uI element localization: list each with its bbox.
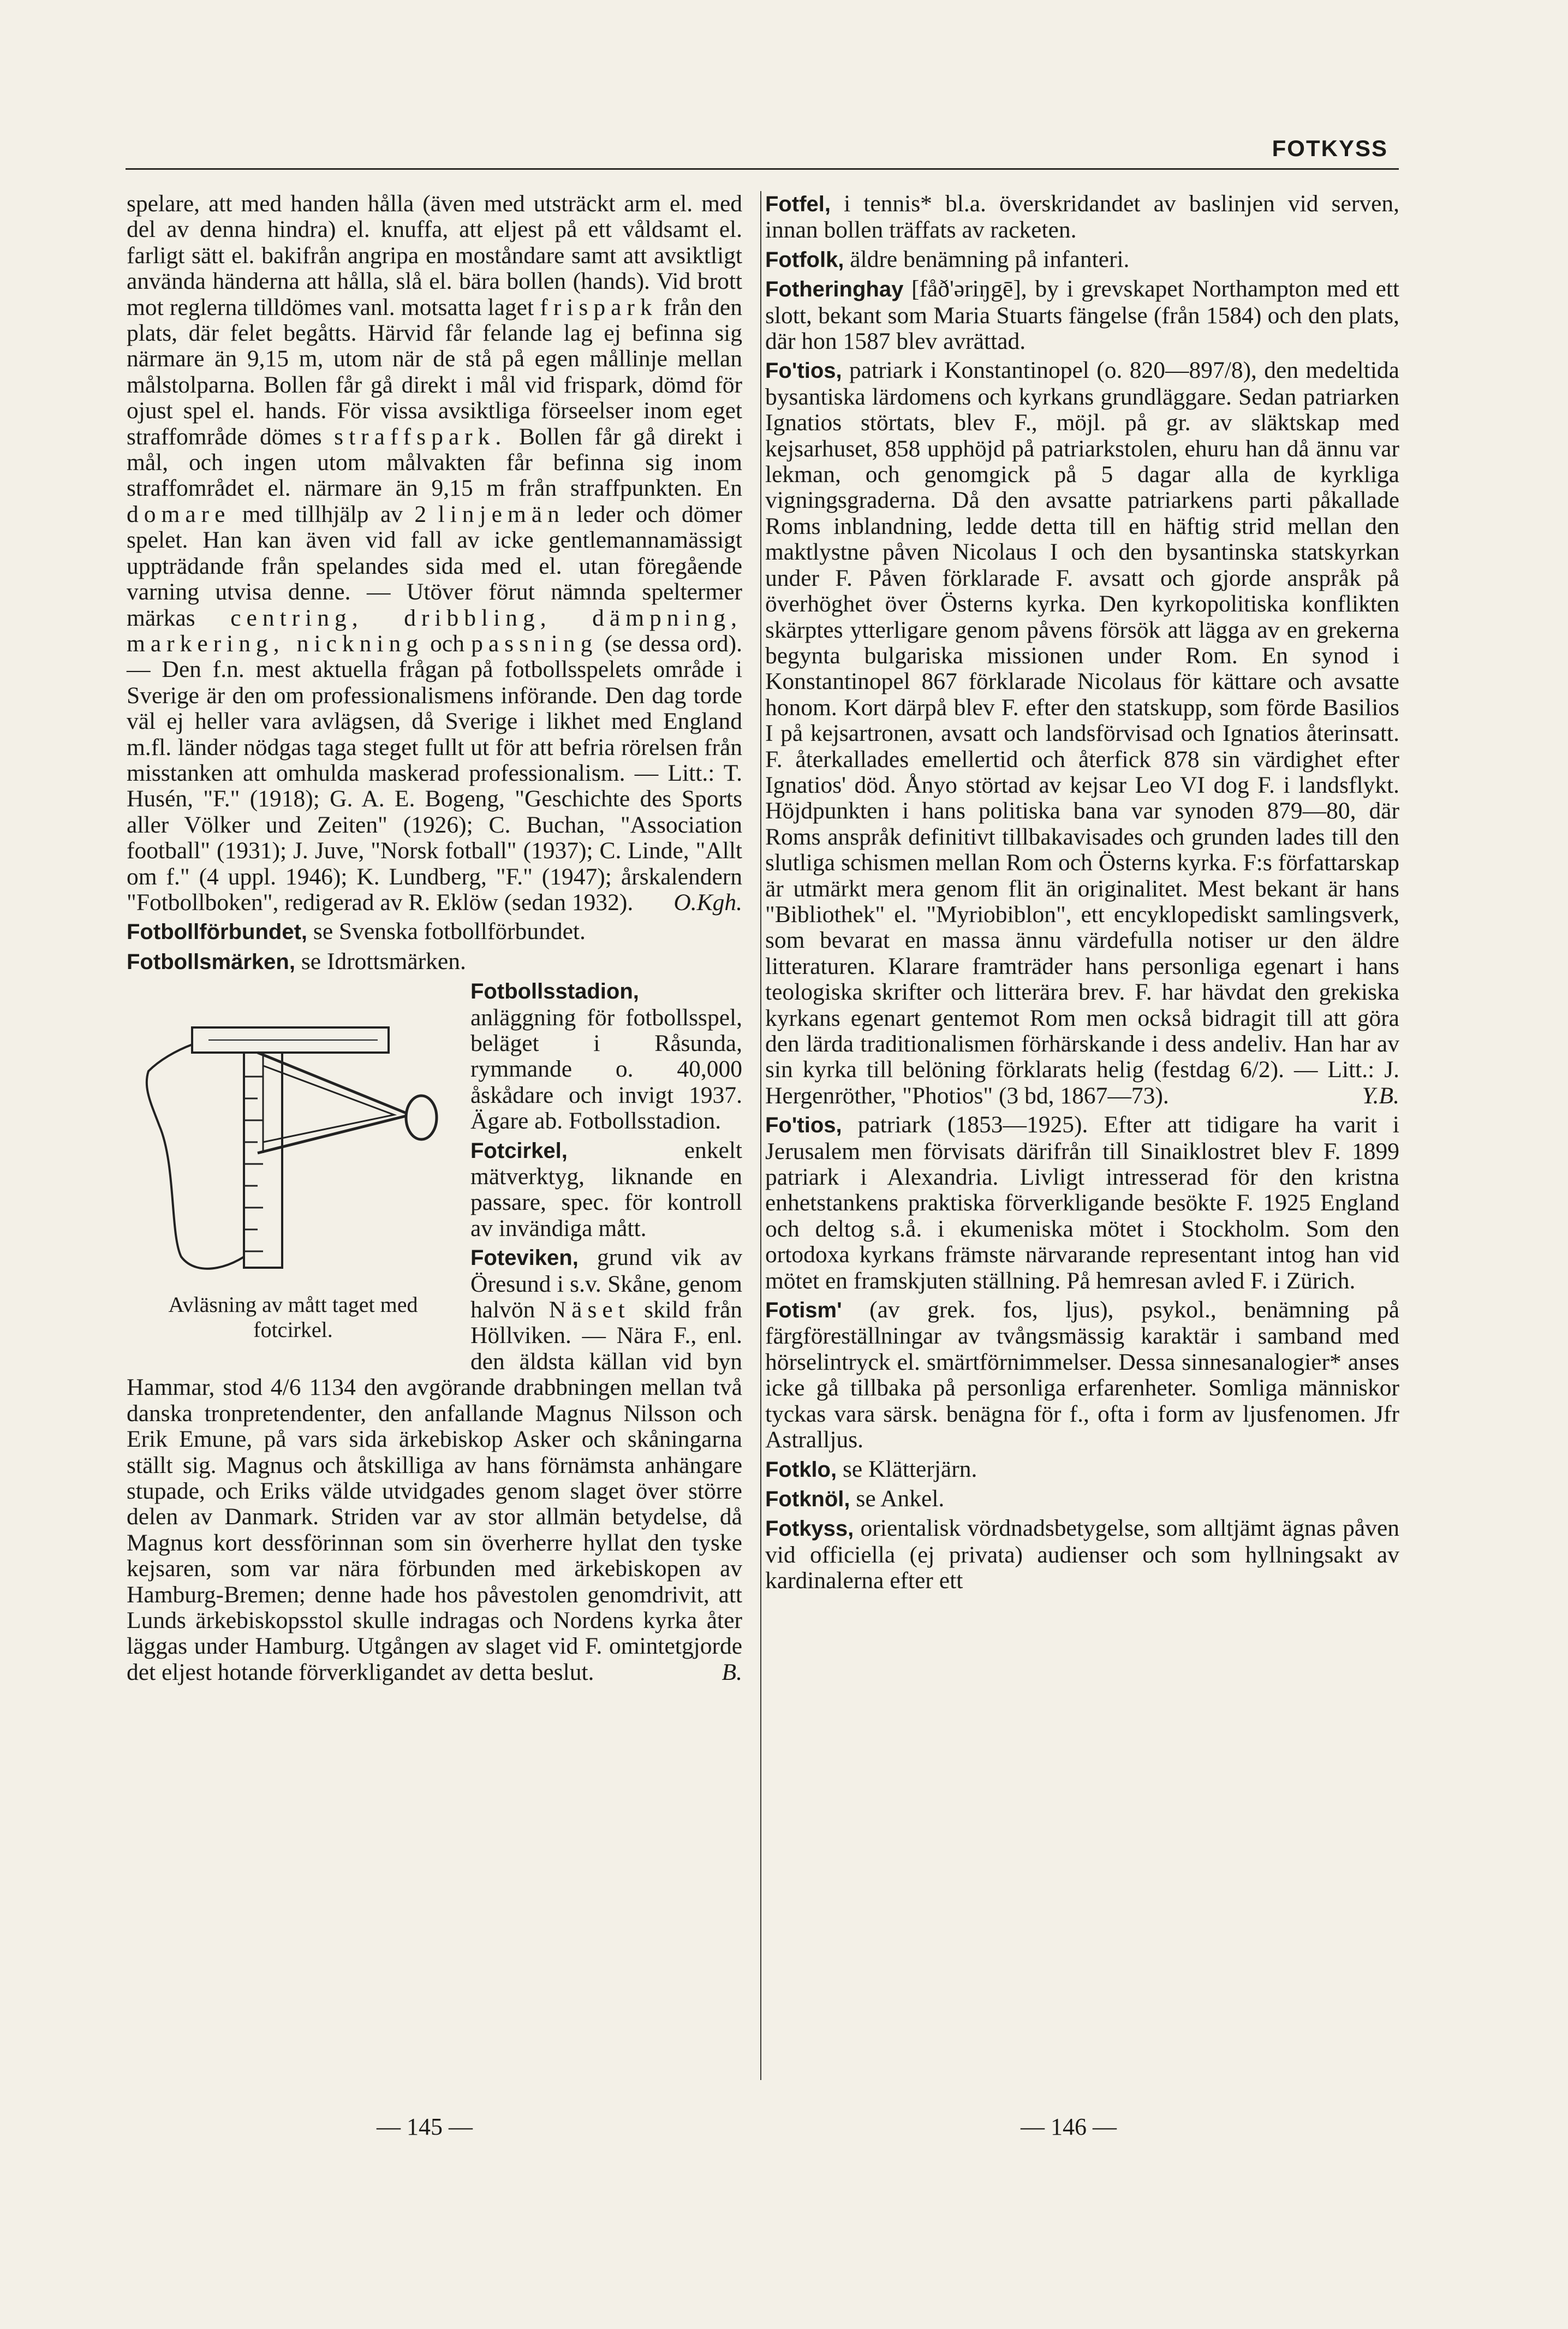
entry-fotios-2: Fo'tios, patriark (1853—1925). Efter att tidigare ha varit i Jerusalem men förvisats därifrån till Sinaiklostret blev F. 1899 patriark i Alexandria. Livligt intresserad för den kristna enhetstankens praktiska förverkligande besökte F. 1925 England och deltog s.å. i ekumeniska mötet i Stockholm. Som den ortodoxa kyrkans främste närvarande representant intog han vid mötet en framskjuten ställning. På hemresan avled F. i Zürich. — [765, 1112, 1399, 1294]
fotcirkel-illustration — [127, 984, 460, 1290]
headword: Fotheringhay — [765, 277, 904, 302]
headword: Fotfolk, — [765, 247, 844, 272]
column-rule — [760, 191, 761, 2080]
headword: Foteviken, — [470, 1246, 579, 1270]
author-signature: O.Kgh. — [673, 889, 742, 916]
entry-fotbollsstadion: Fotbollsstadion, Avläsning av mått taget med fotcirkel. anläggning för fotbollsspel, beläget i Råsunda, rymmande o. 40,000 åskådare och invigt 1937. Ägare ab. Fotbollsstadion. — [127, 978, 742, 1134]
headword: Fotkyss, — [765, 1517, 854, 1541]
headword: Fotklo, — [765, 1457, 837, 1482]
headword: Fotknöl, — [765, 1487, 850, 1511]
entry-fotheringhay: Fotheringhay [fåð'əriŋgē], by i grevskapet Northampton med ett slott, bekant som Maria Stuarts fängelse (från 1584) och den plats, där hon 1587 blev avrättad. — [765, 276, 1400, 355]
headword: Fotfel, — [765, 192, 831, 216]
entry-fotcirkel: Fotcirkel, enkelt mätverktyg, liknande en passare, spec. för kontroll av invändiga mått. — [470, 1137, 742, 1241]
page-number-left: — 145 — — [377, 2113, 473, 2140]
entry-fotfel: Fotfel, i tennis* bl.a. överskridandet av baslinjen vid serven, innan bollen träffats av racketen. — [765, 191, 1400, 243]
entry-foteviken: Foteviken, grund vik av Öresund i s.v. Skåne, genom halvön Näset skild från Höllviken. — Nära F., enl. den äldsta källan vid byn Hammar, stod 4/6 1134 den avgörande drabbningen mellan två danska tronpretendenter, den anfallande Magnus Nilsson och Erik Emune, på vars sida ärkebiskop Asker och skåningarna ställt sig. Magnus och åtskilliga av hans förnämsta anhängare stupade, och Eriks välde utvidgades genom slaget över större delen av Danmark. Striden var av stor allmän betydelse, då Magnus kort dessförinnan som sin överherre hyllat den tyske kejsaren, som var nära förbunden med ärkebiskopen av Hamburg-Bremen; denne hade hos påvestolen genomdrivit, att Lunds ärkebiskopsstol skulle indragas och Nordens kyrka åter läggas under Hamburg. Utgången av slaget vid F. omintetgjorde det eljest hotande förverkligandet av detta beslut. B. — [127, 1244, 743, 1685]
headword: Fotbollsmärken, — [127, 949, 295, 974]
entry-fotios-1: Fo'tios, patriark i Konstantinopel (o. 820—897/8), den medeltida bysantiska lärdomens och kyrkans grundläggare. Sedan patriarken Ignatios störtats, blev F., möjl. på gr. av släktskap med kejsarhuset, 858 upphöjd på patriarkstolen, ehuru han då ännu var lekman, och genomgick på 5 dagar alla de kyrkliga vigningsgraderna. Då den avsatte patriarkens parti påkallade Roms inblandning, ledde detta till en häftig strid mellan den maktlystne påven Nicolaus I och den bysantinska statskyrkan under F. Påven förklarade F. avsatt och gjorde anspråk på överhöghet över Österns kyrka. Den kyrkopolitiska konflikten skärptes ytterligare genom påvens försök att lägga av en grekerna begynta bulgariska missionen under Rom. En synod i Konstantinopel 867 förklarade Nicolaus för kättare och avsatte honom. Kort därpå blev F. efter den statskupp, som förde Basilios I på kejsartronen, avsatt och landsförvisad och Ignatios återinsatt. F. återkallades emellertid och återfick 878 sin värdighet efter Ignatios' död. Ånyo störtad av kejsar Leo VI dog F. i landsflykt. Höjdpunkten i hans politiska bana var synoden 879—80, där Roms anspråk definitivt tillbakavisades och grunden lades till den slutliga schismen mellan Rom och Österns kyrka. F:s författarskap är utmärkt mera genom flit än originalitet. Mest bekant är hans "Bibliothek" el. "Myriobiblon", ett encyklopediskt samlingsverk, som bevarat en massa ännu värdefulla notiser ur den äldre litteraturen. Klarare framträder hans personliga egenart i hans teologiska skrifter och litterära brev. F. har hävdat den grekiska kyrkans egenart gentemot Rom men också bidragit till att göra den lärda traditionalismen förhärskande i dess andeliv. Han har av sin kyrka till belöning förklarats helig (festdag 6/2). — Litt.: J. Hergenröther, "Photios" (3 bd, 1867—73). Y.B. — [765, 357, 1399, 1109]
entry-fotknol: Fotknöl, se Ankel. — [765, 1485, 945, 1512]
headword: Fo'tios, — [765, 1113, 842, 1138]
entry-fotfolk: Fotfolk, äldre benämning på infanteri. — [765, 246, 1130, 272]
headword: Fotbollsstadion, — [470, 979, 639, 1004]
headword: Fotbollförbundet, — [127, 920, 308, 944]
figure-caption: Avläsning av mått taget med fotcirkel. — [168, 1292, 418, 1342]
page-number-right: — 146 — — [1021, 2113, 1117, 2140]
headword: Fotism' — [765, 1298, 842, 1323]
author-signature: B. — [722, 1659, 742, 1685]
entry-fotklo: Fotklo, se Klätterjärn. — [765, 1455, 977, 1482]
running-head: FOTKYSS — [1272, 135, 1388, 161]
entry-fotbollsmarken: Fotbollsmärken, se Idrottsmärken. — [127, 948, 466, 975]
entry-fotbollforbundet: Fotbollförbundet, se Svenska fotbollförbundet. — [127, 918, 586, 945]
header-rule — [126, 168, 1399, 170]
football-entry-continuation: spelare, att med handen hålla (även med utsträckt arm el. med del av denna hindra) el. knuffa, att eljest på ett våldsamt el. farligt sätt el. bakifrån angripa en moståndare samt att avsiktligt använda händerna att hålla, slå el. bära bollen (hands). Vid brott mot reglerna tilldömes vanl. motsatta laget frispark från den plats, där felet begåtts. Härvid får felande lag ej befinna sig närmare än 9,15 m, utom när de stå på egen mållinje mellan målstolparna. Bollen får gå direkt i mål vid frispark, dömd för ojust spel el. hands. För vissa avsiktliga förseelser inom eget straffområde dömes straffspark. Bollen får gå direkt i mål, och ingen utom målvakten får befinna sig inom straffområdet el. närmare än 9,15 m från straffpunkten. En domare med tillhjälp av 2 linjemän leder och dömer spelet. Han kan även vid fall av icke gentlemannamässigt uppträdande från spelandes sida med el. utan föregående varning utvisa denne. — Utöver förut nämnda speltermer märkas centring, dribbling, dämpning, markering, nickning och passning (se dessa ord). — Den f.n. mest aktuella frågan på fotbollsspelets område i Sverige är den om professionalismens införande. Den dag torde väl ej heller vara avlägsen, då Sverige i likhet med England m.fl. länder nödgas taga steget fullt ut för att befria rörelsen från misstanken att omhulda maskerad professionalism. — Litt.: T. Husén, "F." (1918); G. A. E. Bogeng, "Geschichte des Sports aller Völker und Zeiten" (1926); C. Buchan, "Association football" (1931); J. Juve, "Norsk fotball" (1937); C. Linde, "Allt om f." (4 uppl. 1946); K. Lundberg, "F." (1947); årskalendern "Fotbollboken", redigerad av R. Eklöw (sedan 1932). O.Kgh. — [127, 191, 743, 916]
author-signature: Y.B. — [1362, 1082, 1399, 1109]
entry-fotkyss: Fotkyss, orientalisk vördnadsbetygelse, som alltjämt ägnas påven vid officiella (ej privata) audienser och som hyllningsakt av kardinalerna efter ett — [765, 1515, 1400, 1594]
entry-fotism: Fotism' (av grek. fos, ljus), psykol., benämning på färgföreställningar av tvångsmässig karaktär i samband med hörselintryck el. smärtförnimmelser. Dessa sinnesanalogier* anses icke gå tillbaka på personliga erfarenheter. Somliga människor tyckas vara särsk. benägna för f., ofta i form av ljusfenomen. Jfr Astralljus. — [765, 1297, 1400, 1453]
left-column — [127, 191, 742, 1685]
fotcirkel-figure — [127, 984, 460, 1366]
right-column — [765, 191, 1399, 1594]
headword: Fotcirkel, — [470, 1138, 568, 1163]
headword: Fo'tios, — [765, 359, 842, 383]
